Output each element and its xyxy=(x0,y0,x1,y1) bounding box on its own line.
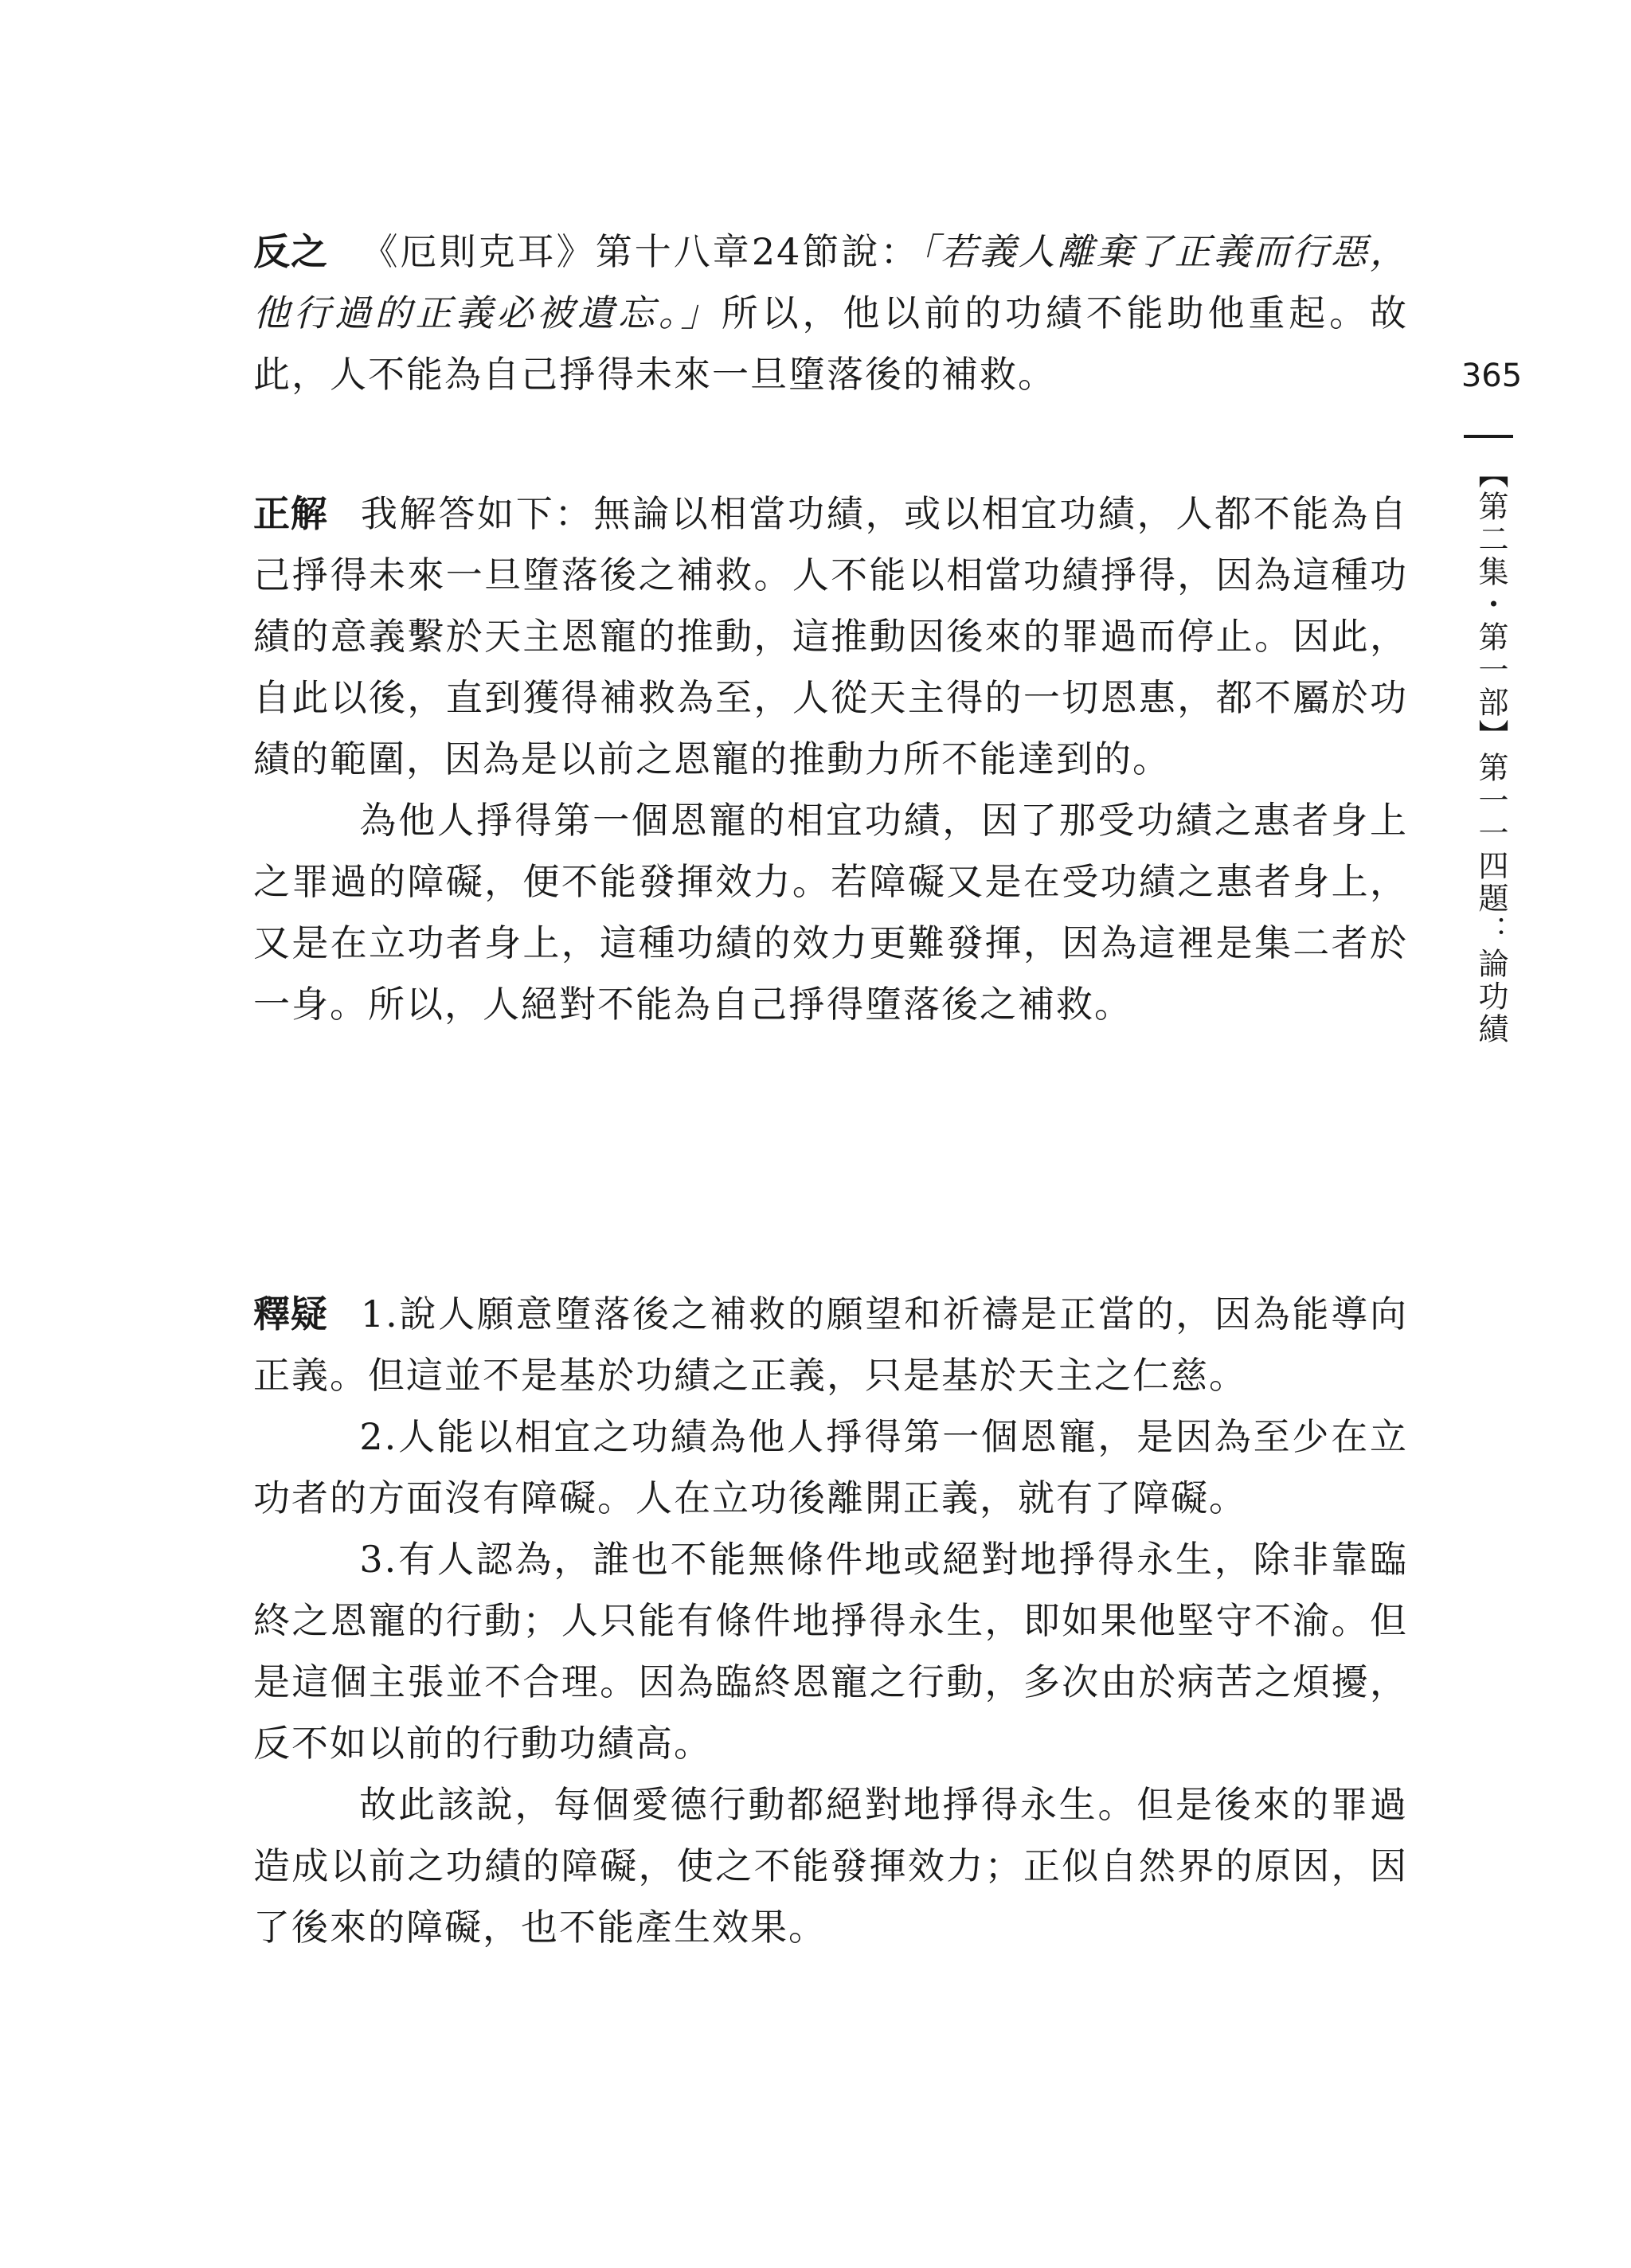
shiyi-reply-2: 2.人能以相宜之功績為他人掙得第一個恩寵，是因為至少在立功者的方面沒有障礙。人在立功後離開正義，就有了障礙。 xyxy=(253,1415,1408,1519)
zhengjie-paragraph-2: 為他人掙得第一個恩寵的相宜功績，因了那受功績之惠者身上之罪過的障礙，便不能發揮效力。若障礙又是在受功績之惠者身上，又是在立功者身上，這種功績的效力更難發揮，因為這裡是集二者於一身。所以，人絕對不能為自己掙得墮落後之補救。 xyxy=(253,799,1408,1026)
section-fanzhi xyxy=(253,221,1408,405)
fanzhi-quote: 「若義人離棄了正義而行惡，他行過的正義必被遺忘。」 xyxy=(253,230,1409,334)
section-zhengjie xyxy=(253,483,1408,1035)
section-label-fanzhi: 反之 xyxy=(253,230,329,273)
header-rule xyxy=(1464,435,1513,438)
page-number: 365 xyxy=(1461,358,1523,394)
shiyi-conclusion: 故此該說，每個愛德行動都絕對地掙得永生。但是後來的罪過造成以前之功績的障礙，使之不能發揮效力；正似自然界的原因，因了後來的障礙，也不能產生效果。 xyxy=(253,1783,1408,1949)
section-label-shiyi: 釋疑 xyxy=(253,1292,328,1335)
section-label-zhengjie: 正解 xyxy=(253,492,328,535)
fanzhi-paragraph xyxy=(253,221,1408,405)
zhengjie-paragraph-1 xyxy=(253,483,1408,790)
running-header: 【第二集・第一部】第一一四題：論功績 xyxy=(1473,458,1508,1046)
fanzhi-rest: 所以，他以前的功績不能助他重起。故此，人不能為自己掙得未來一旦墮落後的補救。 xyxy=(253,291,1409,396)
zhengjie-text-1: 我解答如下：無論以相當功績，或以相宜功績，人都不能為自己掙得未來一旦墮落後之補救。人不能以相當功績掙得，因為這種功績的意義繫於天主恩寵的推動，這推動因後來的罪過而停止。因此，自此以後，直到獲得補救為至，人從天主得的一切恩惠，都不屬於功績的範圍，因為是以前之恩寵的推動力所不能達到的。 xyxy=(253,492,1409,780)
shiyi-reply-3: 3.有人認為，誰也不能無條件地或絕對地掙得永生，除非靠臨終之恩寵的行動；人只能有條件地掙得永生，即如果他堅守不渝。但是這個主張並不合理。因為臨終恩寵之行動，多次由於病苦之煩擾，反不如以前的行動功績高。 xyxy=(253,1538,1408,1765)
section-shiyi xyxy=(253,1284,1408,1958)
shiyi-reply-1 xyxy=(253,1284,1408,1406)
shiyi-text-1: 1.說人願意墮落後之補救的願望和祈禱是正當的，因為能導向正義。但這並不是基於功績之正義，只是基於天主之仁慈。 xyxy=(253,1292,1409,1397)
fanzhi-lead: 《厄則克耳》第十八章24節說： xyxy=(361,230,920,273)
